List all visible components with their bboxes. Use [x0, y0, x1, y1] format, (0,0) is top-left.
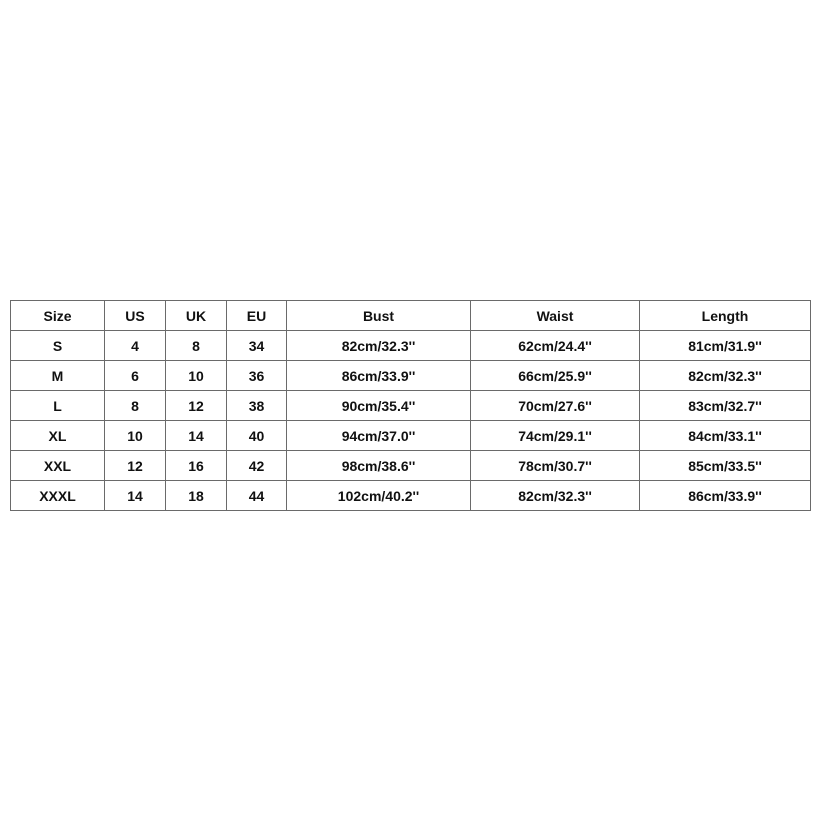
- cell-eu: 42: [227, 451, 287, 481]
- table-row: [11, 421, 811, 451]
- cell-uk: 8: [166, 331, 227, 361]
- cell-uk: 14: [166, 421, 227, 451]
- cell-size: XL: [11, 421, 105, 451]
- cell-eu: 44: [227, 481, 287, 511]
- cell-bust: 82cm/32.3'': [287, 331, 471, 361]
- cell-waist: 62cm/24.4'': [471, 331, 640, 361]
- cell-waist: 70cm/27.6'': [471, 391, 640, 421]
- cell-waist: 66cm/25.9'': [471, 361, 640, 391]
- cell-bust: 98cm/38.6'': [287, 451, 471, 481]
- table-row: [11, 451, 811, 481]
- cell-bust: 90cm/35.4'': [287, 391, 471, 421]
- cell-uk: 10: [166, 361, 227, 391]
- header-waist: Waist: [471, 301, 640, 331]
- table-row: [11, 481, 811, 511]
- cell-eu: 34: [227, 331, 287, 361]
- cell-us: 6: [105, 361, 166, 391]
- cell-size: L: [11, 391, 105, 421]
- cell-uk: 16: [166, 451, 227, 481]
- cell-eu: 38: [227, 391, 287, 421]
- cell-length: 81cm/31.9'': [640, 331, 811, 361]
- cell-us: 8: [105, 391, 166, 421]
- cell-eu: 36: [227, 361, 287, 391]
- cell-length: 82cm/32.3'': [640, 361, 811, 391]
- cell-us: 4: [105, 331, 166, 361]
- header-length: Length: [640, 301, 811, 331]
- table-row: [11, 391, 811, 421]
- cell-us: 14: [105, 481, 166, 511]
- header-us: US: [105, 301, 166, 331]
- size-chart-table: [10, 300, 811, 511]
- cell-size: M: [11, 361, 105, 391]
- cell-length: 85cm/33.5'': [640, 451, 811, 481]
- cell-bust: 86cm/33.9'': [287, 361, 471, 391]
- cell-uk: 18: [166, 481, 227, 511]
- cell-length: 84cm/33.1'': [640, 421, 811, 451]
- cell-waist: 82cm/32.3'': [471, 481, 640, 511]
- cell-length: 83cm/32.7'': [640, 391, 811, 421]
- cell-size: S: [11, 331, 105, 361]
- cell-bust: 102cm/40.2'': [287, 481, 471, 511]
- table-row: [11, 361, 811, 391]
- cell-waist: 78cm/30.7'': [471, 451, 640, 481]
- cell-size: XXL: [11, 451, 105, 481]
- table-row: [11, 331, 811, 361]
- cell-size: XXXL: [11, 481, 105, 511]
- cell-uk: 12: [166, 391, 227, 421]
- cell-eu: 40: [227, 421, 287, 451]
- cell-us: 10: [105, 421, 166, 451]
- header-eu: EU: [227, 301, 287, 331]
- cell-waist: 74cm/29.1'': [471, 421, 640, 451]
- cell-bust: 94cm/37.0'': [287, 421, 471, 451]
- cell-length: 86cm/33.9'': [640, 481, 811, 511]
- cell-us: 12: [105, 451, 166, 481]
- header-uk: UK: [166, 301, 227, 331]
- header-bust: Bust: [287, 301, 471, 331]
- table-header-row: [11, 301, 811, 331]
- header-size: Size: [11, 301, 105, 331]
